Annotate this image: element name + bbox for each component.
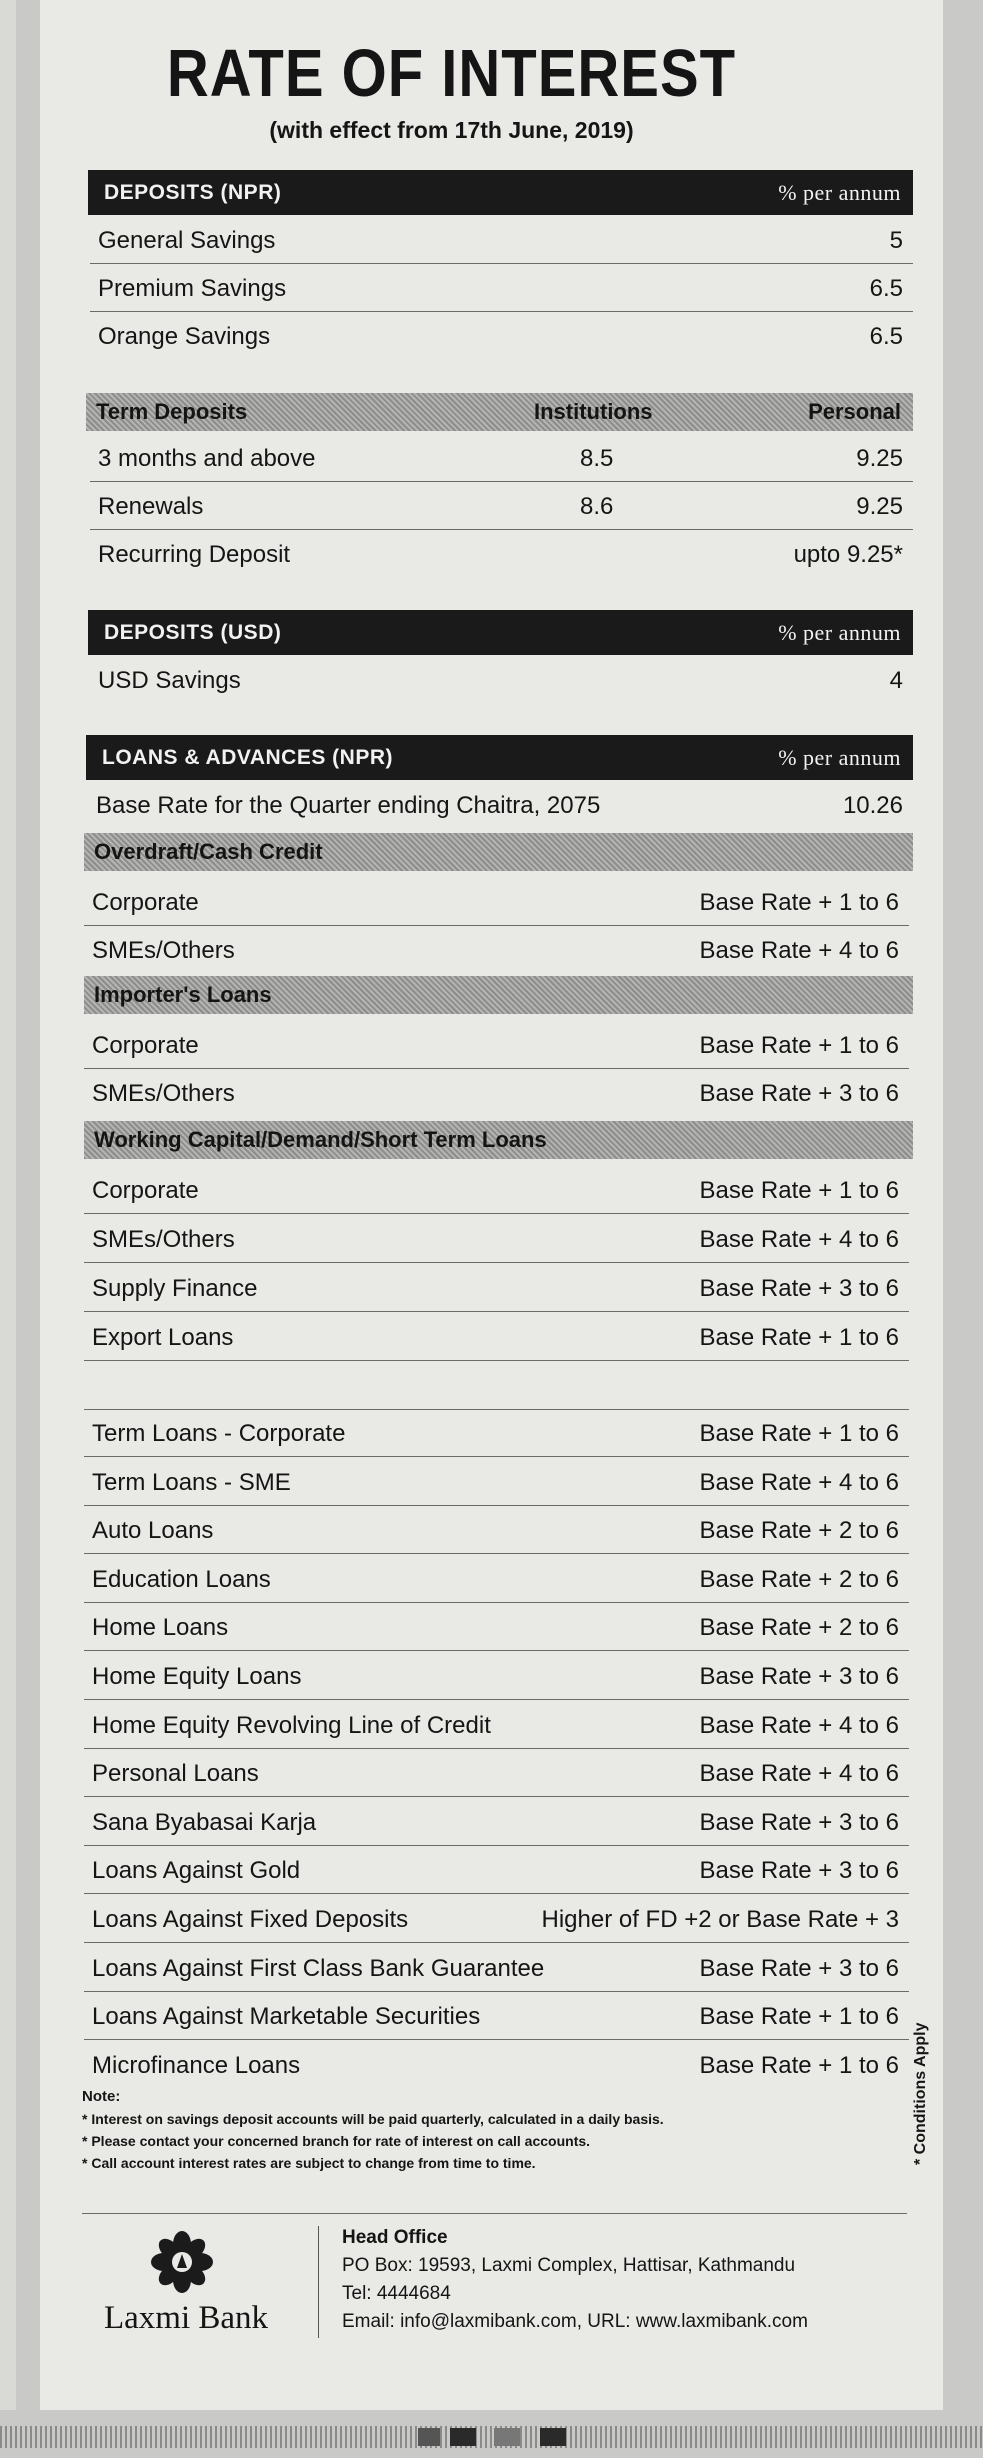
table-row bbox=[84, 1946, 909, 1992]
personal-value: 9.25 bbox=[856, 493, 903, 520]
row-label: Loans Against Gold bbox=[92, 1857, 301, 1885]
row-value: Base Rate + 4 to 6 bbox=[699, 1226, 899, 1253]
brand-name: Laxmi Bank bbox=[104, 2300, 269, 2336]
working-capital-header bbox=[84, 1121, 913, 1159]
row-label: USD Savings bbox=[98, 667, 241, 694]
row-value: Base Rate + 2 to 6 bbox=[699, 1517, 899, 1545]
conditions-apply: * Conditions Apply bbox=[912, 2022, 929, 2165]
row-label: Supply Finance bbox=[92, 1275, 258, 1302]
table-row bbox=[84, 1217, 909, 1263]
row-label: Recurring Deposit bbox=[98, 541, 291, 568]
table-row bbox=[84, 1411, 909, 1457]
head-office-info bbox=[342, 2224, 808, 2336]
table-row bbox=[84, 1508, 909, 1554]
personal-value: 9.25 bbox=[856, 445, 903, 472]
table-row bbox=[90, 658, 913, 704]
office-address: PO Box: 19593, Laxmi Complex, Hattisar, Kathmandu bbox=[342, 2255, 796, 2276]
table-row bbox=[90, 218, 913, 264]
section-title: Working Capital/Demand/Short Term Loans bbox=[94, 1127, 547, 1152]
row-value: 6.5 bbox=[869, 275, 903, 302]
row-value: Base Rate + 3 to 6 bbox=[699, 1663, 899, 1690]
table-row bbox=[84, 928, 909, 974]
table-row bbox=[84, 1751, 909, 1797]
row-label: General Savings bbox=[98, 227, 276, 254]
row-value: Base Rate + 3 to 6 bbox=[699, 1857, 899, 1885]
row-label: Term Loans - Corporate bbox=[92, 1420, 346, 1447]
deposits-usd-header bbox=[88, 610, 913, 655]
section-title: Term Deposits bbox=[96, 399, 248, 424]
row-value: Base Rate + 4 to 6 bbox=[699, 1760, 899, 1788]
row-value: 10.26 bbox=[842, 792, 903, 819]
office-contact: Email: info@laxmibank.com, URL: www.laxmibank.com bbox=[342, 2311, 808, 2332]
row-value: Base Rate + 4 to 6 bbox=[699, 1711, 899, 1739]
row-label: Renewals bbox=[98, 493, 204, 520]
row-value: Base Rate + 1 to 6 bbox=[699, 2051, 899, 2079]
row-value: Base Rate + 3 to 6 bbox=[699, 1954, 899, 1982]
table-row bbox=[84, 1557, 909, 1603]
table-row bbox=[84, 1023, 909, 1069]
term-deposits-header bbox=[86, 393, 913, 431]
table-row bbox=[90, 532, 913, 578]
row-value: Base Rate + 3 to 6 bbox=[699, 1080, 899, 1107]
institutions-value: 8.6 bbox=[580, 493, 614, 520]
table-row bbox=[90, 436, 913, 482]
section-title: DEPOSITS (USD) bbox=[104, 621, 282, 644]
table-row bbox=[84, 1266, 909, 1312]
row-label: Premium Savings bbox=[98, 275, 287, 302]
notes bbox=[82, 2086, 664, 2174]
row-value: Base Rate + 2 to 6 bbox=[699, 1565, 899, 1593]
table-row bbox=[84, 880, 909, 926]
row-label: Corporate bbox=[92, 1177, 199, 1204]
footer-separator bbox=[318, 2226, 319, 2338]
table-row bbox=[84, 1897, 909, 1943]
loans-header bbox=[86, 735, 913, 780]
table-row bbox=[84, 1605, 909, 1651]
table-row bbox=[84, 1315, 909, 1361]
row-value: Base Rate + 4 to 6 bbox=[699, 1468, 899, 1496]
table-row bbox=[84, 2043, 909, 2089]
effective-date: (with effect from 17th June, 2019) bbox=[269, 117, 634, 143]
office-title: Head Office bbox=[342, 2227, 448, 2248]
row-label: Export Loans bbox=[92, 1324, 234, 1351]
unit-label: % per annum bbox=[778, 745, 901, 770]
row-label: Orange Savings bbox=[98, 323, 271, 350]
institutions-value: 8.5 bbox=[580, 445, 614, 472]
row-value: Base Rate + 1 to 6 bbox=[699, 1177, 899, 1204]
unit-label: % per annum bbox=[778, 180, 901, 205]
deposits-npr-header bbox=[88, 170, 913, 215]
print-mark bbox=[540, 2428, 566, 2446]
personal-value: upto 9.25* bbox=[793, 541, 903, 568]
row-value: Base Rate + 1 to 6 bbox=[699, 889, 899, 916]
print-mark bbox=[418, 2428, 440, 2446]
print-mark bbox=[450, 2428, 476, 2446]
table-row bbox=[84, 1994, 909, 2040]
row-label: Term Loans - SME bbox=[92, 1468, 291, 1496]
table-row bbox=[84, 1071, 909, 1117]
importer-loans-header bbox=[84, 976, 913, 1014]
row-label: Sana Byabasai Karja bbox=[92, 1808, 317, 1836]
section-title: DEPOSITS (NPR) bbox=[104, 181, 282, 204]
page-title: RATE OF INTEREST bbox=[166, 36, 737, 111]
row-label: Loans Against Marketable Securities bbox=[92, 2003, 481, 2031]
table-row bbox=[90, 314, 913, 360]
section-title: Overdraft/Cash Credit bbox=[94, 839, 323, 864]
section-title: Importer's Loans bbox=[94, 982, 272, 1007]
row-value: Base Rate + 1 to 6 bbox=[699, 1032, 899, 1059]
overdraft-header bbox=[84, 833, 913, 871]
table-row bbox=[90, 484, 913, 530]
row-value: Base Rate + 1 to 6 bbox=[699, 2003, 899, 2031]
row-value: 5 bbox=[889, 227, 903, 254]
row-value: Base Rate + 2 to 6 bbox=[699, 1614, 899, 1642]
row-label: 3 months and above bbox=[98, 445, 316, 472]
row-value: Base Rate + 3 to 6 bbox=[699, 1808, 899, 1836]
table-row bbox=[84, 1703, 909, 1749]
table-row bbox=[90, 266, 913, 312]
unit-label: % per annum bbox=[778, 620, 901, 645]
row-label: Personal Loans bbox=[92, 1760, 259, 1788]
column-header-institutions: Institutions bbox=[534, 399, 653, 424]
spacer-row bbox=[84, 1364, 909, 1410]
row-value: 6.5 bbox=[869, 323, 903, 350]
table-row bbox=[84, 1848, 909, 1894]
row-value: Higher of FD +2 or Base Rate + 3 bbox=[541, 1906, 899, 1933]
section-title: LOANS & ADVANCES (NPR) bbox=[102, 746, 394, 769]
table-row bbox=[84, 1460, 909, 1506]
base-rate-row bbox=[88, 783, 913, 829]
row-label: SMEs/Others bbox=[92, 937, 235, 964]
row-label: Loans Against Fixed Deposits bbox=[92, 1906, 409, 1933]
print-mark bbox=[494, 2428, 520, 2446]
row-label: Education Loans bbox=[92, 1565, 271, 1593]
row-value: Base Rate + 3 to 6 bbox=[699, 1275, 899, 1302]
row-value: Base Rate + 1 to 6 bbox=[699, 1420, 899, 1447]
table-row bbox=[84, 1654, 909, 1700]
row-label: Base Rate for the Quarter ending Chaitra, 2075 bbox=[96, 792, 601, 819]
row-label: Microfinance Loans bbox=[92, 2051, 301, 2079]
row-label: Auto Loans bbox=[92, 1517, 214, 1545]
print-strip bbox=[0, 2426, 983, 2448]
table-row bbox=[84, 1800, 909, 1846]
table-row bbox=[84, 1168, 909, 1214]
row-value: Base Rate + 1 to 6 bbox=[699, 1324, 899, 1351]
row-label: Corporate bbox=[92, 889, 199, 916]
divider bbox=[82, 2213, 907, 2214]
row-label: Home Equity Loans bbox=[92, 1663, 302, 1690]
note-item: * Interest on savings deposit accounts will be paid quarterly, calculated in a daily basis. bbox=[82, 2111, 664, 2127]
office-tel: Tel: 4444684 bbox=[342, 2283, 451, 2304]
row-label: SMEs/Others bbox=[92, 1080, 235, 1107]
row-label: Loans Against First Class Bank Guarantee bbox=[92, 1954, 545, 1982]
notes-title: Note: bbox=[82, 2088, 121, 2105]
row-value: 4 bbox=[889, 667, 903, 694]
laxmi-bank-logo-icon bbox=[150, 2230, 214, 2294]
column-header-personal: Personal bbox=[808, 399, 901, 424]
row-label: Home Equity Revolving Line of Credit bbox=[92, 1711, 491, 1739]
page-edge bbox=[0, 0, 16, 2410]
row-label: Corporate bbox=[92, 1032, 199, 1059]
row-value: Base Rate + 4 to 6 bbox=[699, 937, 899, 964]
row-label: SMEs/Others bbox=[92, 1226, 235, 1253]
note-item: * Call account interest rates are subject to change from time to time. bbox=[82, 2155, 536, 2171]
row-label: Home Loans bbox=[92, 1614, 229, 1642]
note-item: * Please contact your concerned branch for rate of interest on call accounts. bbox=[82, 2133, 591, 2149]
